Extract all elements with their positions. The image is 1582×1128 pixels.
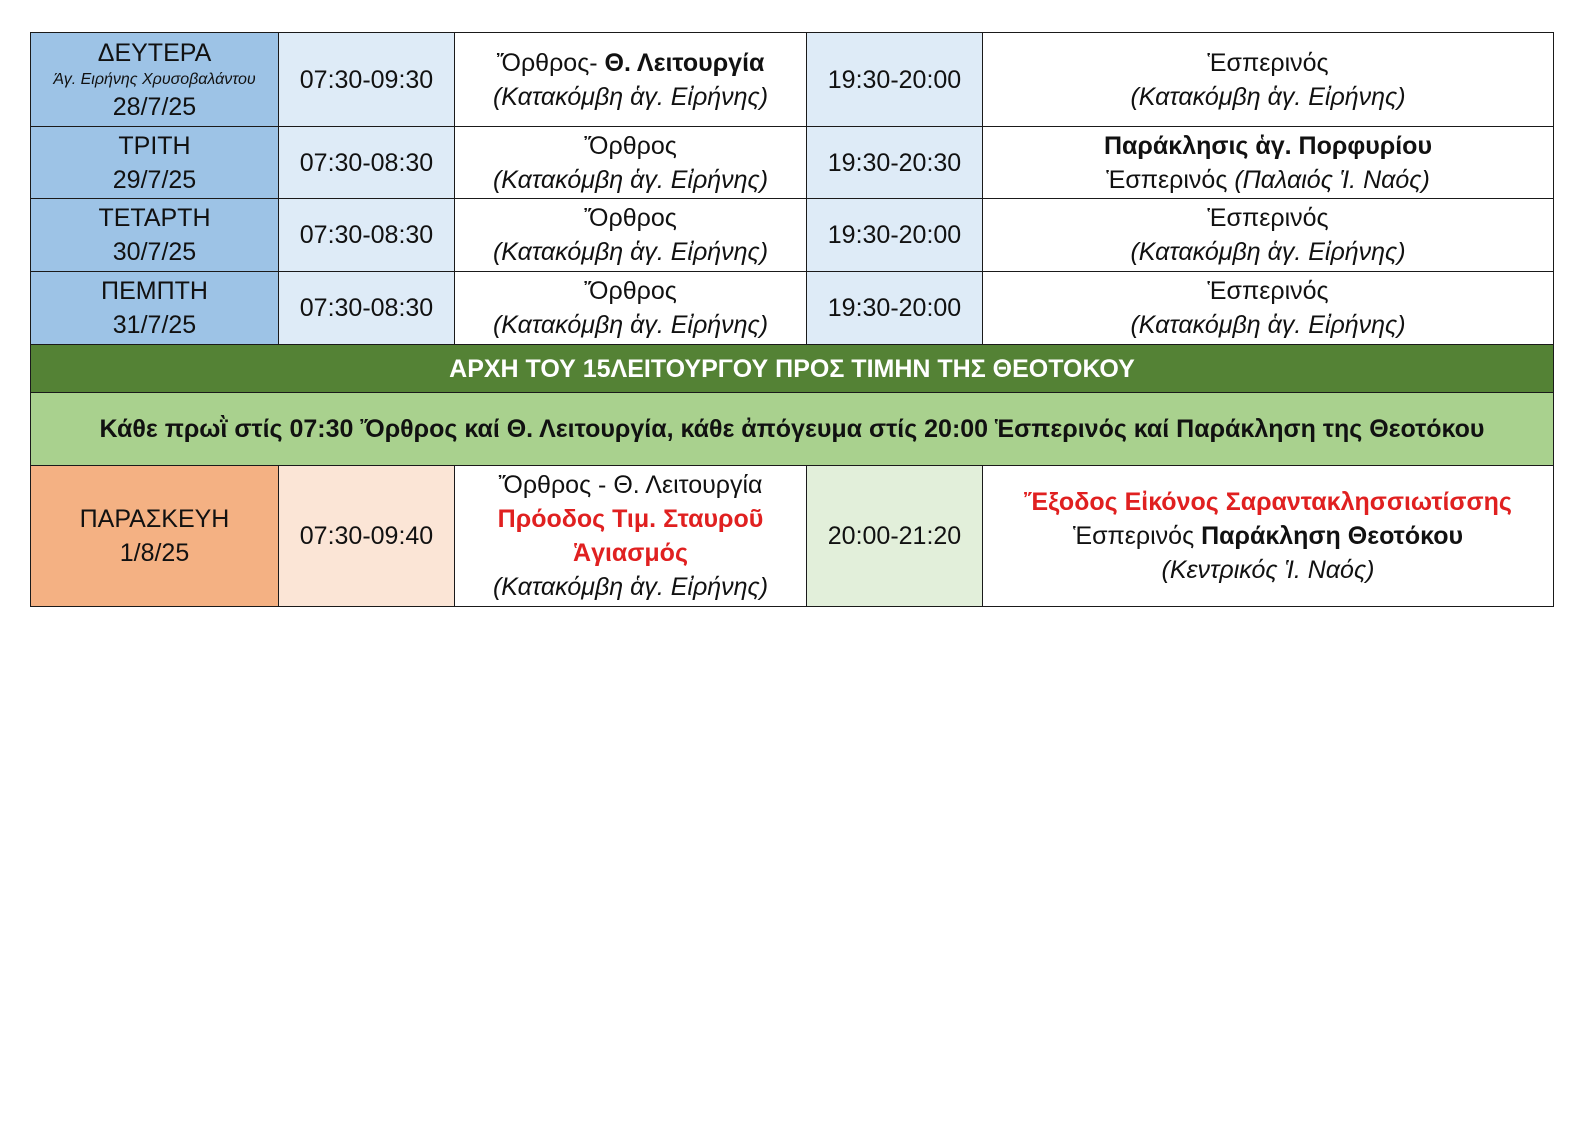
morning-service-cell	[455, 127, 807, 199]
evening-time-cell	[807, 272, 983, 345]
banner-title: ΑΡΧΗ ΤΟΥ 15ΛΕΙΤΟΥΡΓΟΥ ΠΡΟΣ ΤΙΜΗΝ ΤΗΣ ΘΕΟΤΟΚΟΥ	[31, 345, 1554, 393]
day-name: ΤΡΙΤΗ	[118, 131, 191, 160]
morning-time-cell	[279, 127, 455, 199]
evening-service-cell	[983, 127, 1554, 199]
day-name: ΠΑΡΑΣΚΕΥΗ	[79, 505, 230, 533]
table-row	[31, 466, 1554, 607]
day-name: ΠΕΜΠΤΗ	[101, 277, 208, 305]
banner-row	[31, 345, 1554, 393]
evening-time-cell	[807, 199, 983, 272]
morning-service-cell	[455, 272, 807, 345]
saint-name: Άγ. Ειρήνης Χρυσοβαλάντου	[53, 70, 256, 88]
morning-service-bold: Θ. Λειτουργία	[604, 48, 765, 77]
day-cell	[31, 466, 279, 607]
day-cell	[31, 33, 279, 127]
morning-service: Ὄρθρος	[584, 131, 677, 160]
morning-place: (Κατακόμβη ἁγ. Εἰρήνης)	[492, 238, 769, 266]
morning-place: (Κατακόμβη ἁγ. Εἰρήνης)	[492, 573, 769, 601]
morning-time-cell	[279, 272, 455, 345]
evening-time-cell	[807, 33, 983, 127]
evening-place: (Παλαιός Ἱ. Ναός)	[1234, 165, 1430, 194]
note-row	[31, 393, 1554, 466]
morning-service-cell	[455, 199, 807, 272]
day-date: 28/7/25	[112, 92, 197, 121]
evening-service-cell	[983, 272, 1554, 345]
day-name: ΤΕΤΑΡΤΗ	[98, 204, 211, 232]
day-name: ΔΕΥΤΕΡΑ	[97, 38, 212, 67]
morning-time: 07:30-09:40	[299, 522, 434, 550]
evening-service-cell	[983, 466, 1554, 607]
day-cell	[31, 272, 279, 345]
day-date: 30/7/25	[112, 238, 197, 266]
evening-time: 19:30-20:00	[827, 221, 962, 249]
morning-time: 07:30-08:30	[299, 221, 434, 249]
morning-place: (Κατακόμβη ἁγ. Εἰρήνης)	[492, 82, 769, 111]
evening-place: (Κατακόμβη ἁγ. Εἰρήνης)	[1130, 238, 1406, 266]
table-row	[31, 127, 1554, 199]
evening-time: 19:30-20:00	[827, 294, 962, 322]
evening-time: 19:30-20:00	[827, 65, 962, 94]
morning-time: 07:30-08:30	[299, 294, 434, 322]
morning-time: 07:30-09:30	[299, 65, 434, 94]
morning-service: Ὄρθρος	[584, 277, 677, 305]
morning-service-highlight: Πρόοδος Τιμ. Σταυροῦ	[497, 505, 764, 533]
evening-time-cell	[807, 466, 983, 607]
evening-service-cell	[983, 33, 1554, 127]
morning-service: Ὄρθρος	[584, 204, 677, 232]
morning-service-cell	[455, 33, 807, 127]
evening-time-cell	[807, 127, 983, 199]
evening-service-bold: Παράκλησις ἁγ. Πορφυρίου	[1104, 131, 1432, 160]
day-date: 29/7/25	[112, 165, 197, 194]
note-text: Κάθε πρωῒ στίς 07:30 Ὄρθρος καί Θ. Λειτουργία, κάθε ἀπόγευμα στίς 20:00 Ἑσπερινός καί Παράκληση της Θεοτόκου	[31, 393, 1554, 466]
day-cell	[31, 127, 279, 199]
day-date: 1/8/25	[119, 539, 190, 567]
day-cell	[31, 199, 279, 272]
evening-service-prefix: Ἑσπερινός	[1072, 522, 1202, 550]
morning-service	[459, 46, 802, 80]
table-row	[31, 33, 1554, 127]
morning-service-highlight: Ἁγιασμός	[573, 539, 688, 567]
evening-place: (Κατακόμβη ἁγ. Εἰρήνης)	[1130, 82, 1406, 111]
evening-time: 19:30-20:30	[827, 148, 962, 177]
evening-place: (Κατακόμβη ἁγ. Εἰρήνης)	[1130, 311, 1406, 339]
morning-time-cell	[279, 466, 455, 607]
morning-service-cell	[455, 466, 807, 607]
evening-service-prefix: Ἑσπερινός	[1106, 165, 1235, 194]
table-row	[31, 272, 1554, 345]
evening-service-cell	[983, 199, 1554, 272]
day-date: 31/7/25	[112, 311, 197, 339]
evening-place: (Κεντρικός Ἱ. Ναός)	[1161, 556, 1375, 584]
evening-service-highlight: Ἔξοδος Εἰκόνος Σαραντακλησσιωτίσσης	[1024, 488, 1512, 516]
morning-time-cell	[279, 33, 455, 127]
evening-time: 20:00-21:20	[827, 522, 962, 550]
evening-service: Ἑσπερινός	[1207, 277, 1329, 305]
morning-time-cell	[279, 199, 455, 272]
morning-place: (Κατακόμβη ἁγ. Εἰρήνης)	[492, 311, 769, 339]
morning-place: (Κατακόμβη ἁγ. Εἰρήνης)	[492, 165, 769, 194]
evening-service	[987, 519, 1549, 553]
evening-service	[987, 163, 1549, 197]
evening-service-bold: Παράκληση Θεοτόκου	[1201, 522, 1464, 550]
evening-service: Ἑσπερινός	[1207, 204, 1329, 232]
evening-service: Ἑσπερινός	[1207, 48, 1329, 77]
table-row	[31, 199, 1554, 272]
morning-time: 07:30-08:30	[299, 148, 434, 177]
morning-service-prefix: Ὄρθρος-	[496, 48, 605, 77]
morning-service: Ὄρθρος - Θ. Λειτουργία	[498, 471, 763, 499]
schedule-table	[30, 32, 1554, 607]
